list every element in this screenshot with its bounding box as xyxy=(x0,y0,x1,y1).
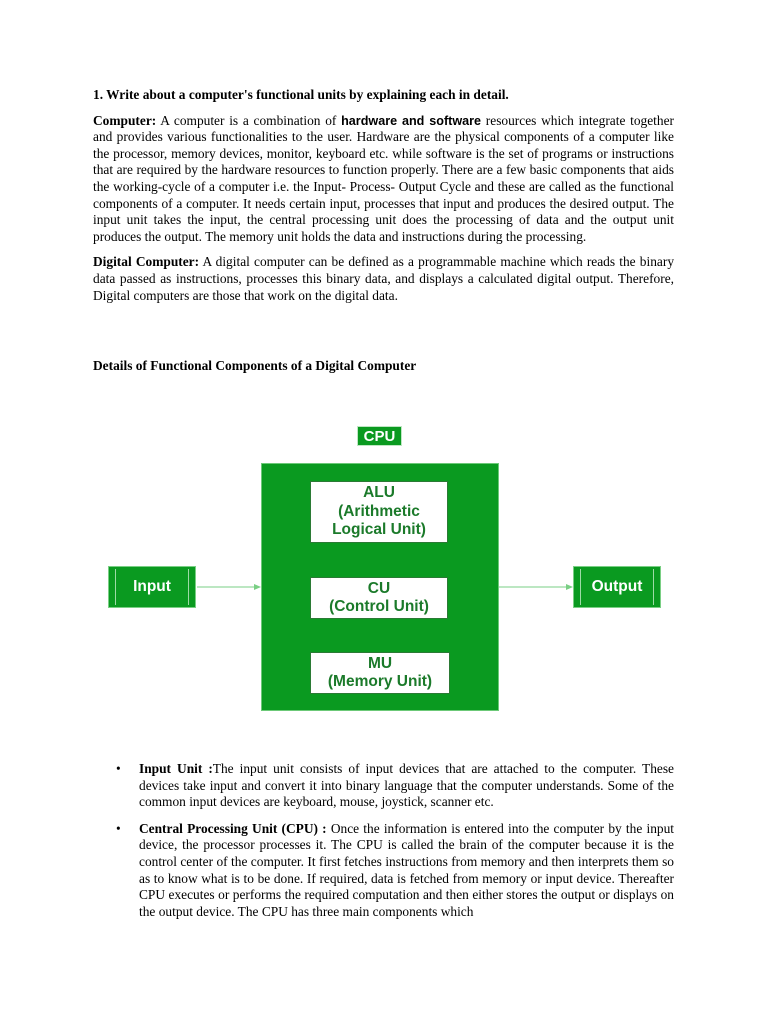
input-unit-text: The input unit consists of input devices that are attached to the computer. These devices take input and convert it into binary language that the computer understands. Some of the common input devices are keyboard, mouse, joystick, scanner etc. xyxy=(139,761,674,810)
cu-line-1: CU xyxy=(367,579,391,597)
hardware-software-term: hardware and software xyxy=(341,113,482,128)
input-label: Input xyxy=(133,578,171,595)
digital-computer-label: Digital Computer: xyxy=(93,254,200,270)
digital-computer-text: A digital computer can be defined as a programmable machine which reads the binary data passed as instructions, processes this binary data, and displays a calculated digital output. Therefore, Digital computers are those that work on the digital data. xyxy=(93,254,675,303)
alu-line-3: Logical Unit) xyxy=(332,521,426,539)
input-unit-paragraph xyxy=(139,761,674,811)
cu-line-2: (Control Unit) xyxy=(329,598,429,615)
cpu-text: Once the information is entered into the computer by the input device, the processor processes it. The CPU is called the brain of the computer because it is the control center of the computer. It first fetches instructions from memory and then interprets them so as to know what is to be done. If required, data is fetched from memory or input device. Thereafter CPU executes or performs the required computation and then either stores the output or displays on the output device. The CPU has three main components which xyxy=(139,820,674,919)
list-item-input-unit xyxy=(93,761,674,811)
bullet-icon: • xyxy=(116,761,121,776)
bullet-icon: • xyxy=(116,820,121,836)
section-title: Details of Functional Components of a Digital Computer xyxy=(93,358,417,373)
alu-line-1: ALU xyxy=(363,484,395,502)
list-item-cpu xyxy=(93,821,674,921)
output-label: Output xyxy=(591,578,643,595)
input-unit-label: Input Unit : xyxy=(139,761,213,776)
question-heading: 1. Write about a computer's functional units by explaining each in detail. xyxy=(93,87,509,102)
computer-text-b: resources which integrate together and provides various functionalities to the user. Hardware are the physical components of a computer like the processor, memory devices, monitor, keyboard etc. while software is the set of programs or instructions that are required by the hardware resources to function properly. There are a few basic components that aids the working-cycle of a computer i.e. the Input- Process- Output Cycle and these are called as the functional components of a computer. It needs certain input, processes that input and produces the desired output. The input unit takes the input, the central processing unit does the processing of data and the output unit produces the output. The memory unit holds the data and instructions during the processing. xyxy=(93,112,674,244)
cpu-label: CPU xyxy=(357,426,402,446)
mu-line-1: MU xyxy=(367,654,393,672)
cpu-label-text: Central Processing Unit (CPU) : xyxy=(139,820,327,836)
alu-line-2: (Arithmetic xyxy=(338,502,420,520)
mu-line-2: (Memory Unit) xyxy=(327,673,433,690)
functional-units-list xyxy=(93,761,674,930)
computer-text-a: A computer is a combination of xyxy=(156,112,342,128)
cpu-paragraph xyxy=(139,821,674,921)
input-to-cpu-arrowhead xyxy=(254,584,261,590)
computer-label: Computer: xyxy=(93,112,157,128)
cpu-to-output-arrowhead xyxy=(566,584,573,590)
